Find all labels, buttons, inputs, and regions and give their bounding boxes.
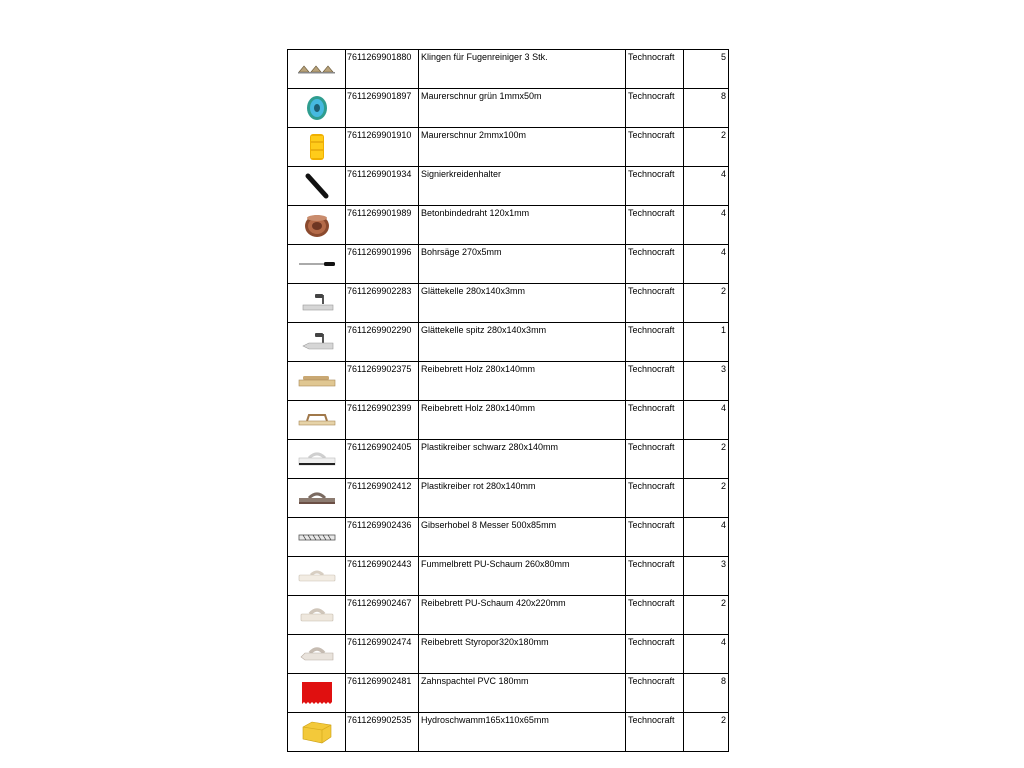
table-row — [288, 245, 729, 284]
quantity-cell: 2 — [684, 713, 729, 752]
quantity-cell: 3 — [684, 362, 729, 401]
ean-cell: 7611269902436 — [346, 518, 419, 557]
table-row — [288, 362, 729, 401]
table-row — [288, 206, 729, 245]
description-cell: Plastikreiber rot 280x140mm — [419, 479, 626, 518]
quantity-cell: 3 — [684, 557, 729, 596]
quantity-cell: 4 — [684, 401, 729, 440]
quantity-cell: 1 — [684, 323, 729, 362]
green-string-reel-icon — [288, 89, 346, 128]
brand-cell: Technocraft — [626, 167, 684, 206]
description-cell: Reibebrett Holz 280x140mm — [419, 401, 626, 440]
notched-spatula-icon — [288, 674, 346, 713]
table-row — [288, 518, 729, 557]
brand-cell: Technocraft — [626, 713, 684, 752]
ean-cell: 7611269901989 — [346, 206, 419, 245]
table-row — [288, 284, 729, 323]
description-cell: Reibebrett PU-Schaum 420x220mm — [419, 596, 626, 635]
ean-cell: 7611269901897 — [346, 89, 419, 128]
chalk-holder-icon — [288, 167, 346, 206]
description-cell: Maurerschnur grün 1mmx50m — [419, 89, 626, 128]
ean-cell: 7611269902467 — [346, 596, 419, 635]
table-row — [288, 440, 729, 479]
description-cell: Glättekelle spitz 280x140x3mm — [419, 323, 626, 362]
black-plastic-float-icon — [288, 440, 346, 479]
table-row — [288, 50, 729, 89]
description-cell: Fummelbrett PU-Schaum 260x80mm — [419, 557, 626, 596]
brand-cell: Technocraft — [626, 401, 684, 440]
brand-cell: Technocraft — [626, 50, 684, 89]
table-row — [288, 635, 729, 674]
table-row — [288, 323, 729, 362]
quantity-cell: 2 — [684, 284, 729, 323]
description-cell: Hydroschwamm165x110x65mm — [419, 713, 626, 752]
blades-icon — [288, 50, 346, 89]
ean-cell: 7611269902283 — [346, 284, 419, 323]
brand-cell: Technocraft — [626, 674, 684, 713]
quantity-cell: 2 — [684, 128, 729, 167]
sponge-icon — [288, 713, 346, 752]
foam-board-icon — [288, 557, 346, 596]
quantity-cell: 2 — [684, 479, 729, 518]
table-row — [288, 713, 729, 752]
description-cell: Zahnspachtel PVC 180mm — [419, 674, 626, 713]
ean-cell: 7611269902412 — [346, 479, 419, 518]
wire-coil-icon — [288, 206, 346, 245]
red-plastic-float-icon — [288, 479, 346, 518]
brand-cell: Technocraft — [626, 479, 684, 518]
brand-cell: Technocraft — [626, 635, 684, 674]
quantity-cell: 4 — [684, 245, 729, 284]
table-row — [288, 557, 729, 596]
table-row — [288, 401, 729, 440]
brand-cell: Technocraft — [626, 323, 684, 362]
brand-cell: Technocraft — [626, 518, 684, 557]
ean-cell: 7611269901934 — [346, 167, 419, 206]
brand-cell: Technocraft — [626, 128, 684, 167]
brand-cell: Technocraft — [626, 89, 684, 128]
ean-cell: 7611269902375 — [346, 362, 419, 401]
drill-saw-icon — [288, 245, 346, 284]
quantity-cell: 4 — [684, 635, 729, 674]
quantity-cell: 8 — [684, 89, 729, 128]
ean-cell: 7611269902474 — [346, 635, 419, 674]
wooden-float-handle-icon — [288, 401, 346, 440]
quantity-cell: 8 — [684, 674, 729, 713]
table-row — [288, 89, 729, 128]
brand-cell: Technocraft — [626, 284, 684, 323]
ean-cell: 7611269901996 — [346, 245, 419, 284]
yellow-string-reel-icon — [288, 128, 346, 167]
table-row — [288, 479, 729, 518]
brand-cell: Technocraft — [626, 557, 684, 596]
description-cell: Reibebrett Holz 280x140mm — [419, 362, 626, 401]
description-cell: Signierkreidenhalter — [419, 167, 626, 206]
ean-cell: 7611269902443 — [346, 557, 419, 596]
foam-float-icon — [288, 596, 346, 635]
pointed-trowel-icon — [288, 323, 346, 362]
ean-cell: 7611269902290 — [346, 323, 419, 362]
table-row — [288, 167, 729, 206]
description-cell: Plastikreiber schwarz 280x140mm — [419, 440, 626, 479]
quantity-cell: 4 — [684, 206, 729, 245]
quantity-cell: 5 — [684, 50, 729, 89]
table-row — [288, 128, 729, 167]
description-cell: Betonbindedraht 120x1mm — [419, 206, 626, 245]
brand-cell: Technocraft — [626, 362, 684, 401]
wooden-float-icon — [288, 362, 346, 401]
ean-cell: 7611269901910 — [346, 128, 419, 167]
smoothing-trowel-icon — [288, 284, 346, 323]
product-table — [287, 49, 729, 752]
brand-cell: Technocraft — [626, 440, 684, 479]
brand-cell: Technocraft — [626, 206, 684, 245]
ean-cell: 7611269902535 — [346, 713, 419, 752]
description-cell: Maurerschnur 2mmx100m — [419, 128, 626, 167]
description-cell: Glättekelle 280x140x3mm — [419, 284, 626, 323]
ean-cell: 7611269901880 — [346, 50, 419, 89]
quantity-cell: 4 — [684, 518, 729, 557]
product-table-body — [288, 50, 729, 752]
table-row — [288, 674, 729, 713]
ean-cell: 7611269902399 — [346, 401, 419, 440]
brand-cell: Technocraft — [626, 596, 684, 635]
quantity-cell: 2 — [684, 596, 729, 635]
description-cell: Bohrsäge 270x5mm — [419, 245, 626, 284]
plaster-plane-icon — [288, 518, 346, 557]
ean-cell: 7611269902481 — [346, 674, 419, 713]
description-cell: Klingen für Fugenreiniger 3 Stk. — [419, 50, 626, 89]
quantity-cell: 4 — [684, 167, 729, 206]
description-cell: Gibserhobel 8 Messer 500x85mm — [419, 518, 626, 557]
brand-cell: Technocraft — [626, 245, 684, 284]
ean-cell: 7611269902405 — [346, 440, 419, 479]
table-row — [288, 596, 729, 635]
styrofoam-float-icon — [288, 635, 346, 674]
description-cell: Reibebrett Styropor320x180mm — [419, 635, 626, 674]
quantity-cell: 2 — [684, 440, 729, 479]
